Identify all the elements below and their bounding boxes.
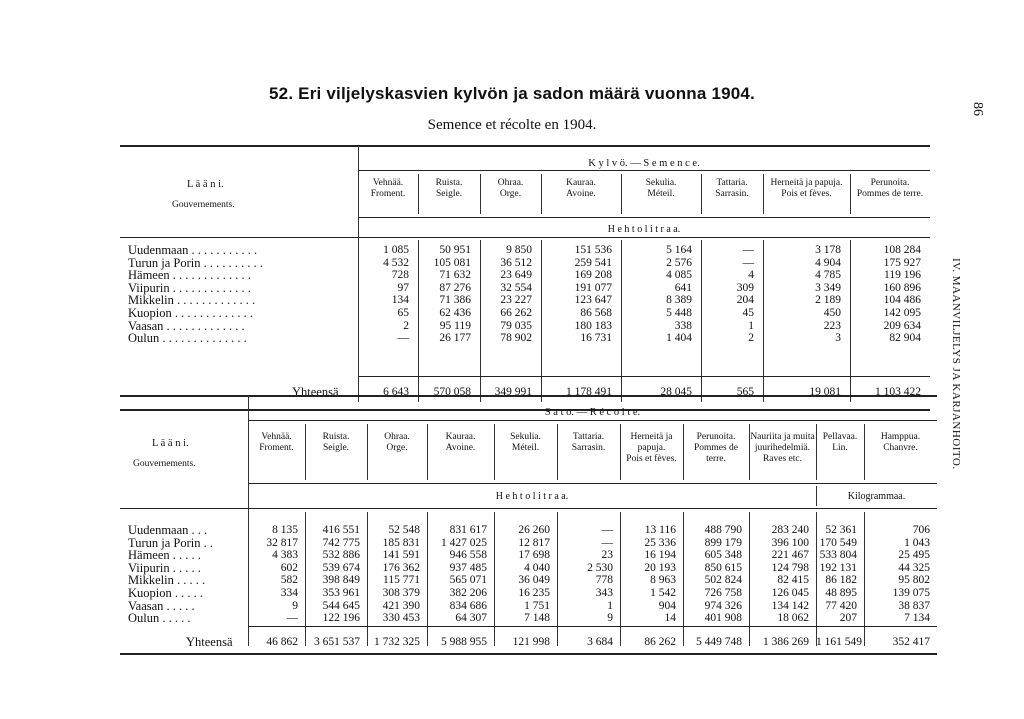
table-cell: 2 [748, 332, 754, 345]
table-cell: 175 927 [883, 256, 921, 269]
table-cell: 23 227 [500, 294, 532, 307]
unit-header: H e h t o l i t r a a. [607, 224, 681, 235]
table-cell: 398 849 [322, 574, 360, 587]
table-cell: 3 [835, 332, 841, 345]
table-cell: 52 361 [825, 524, 857, 536]
table-cell: — [601, 524, 613, 536]
total-cell: 349 991 [494, 386, 532, 398]
table-cell: 119 196 [884, 269, 921, 282]
column-header [763, 178, 850, 200]
table-cell: 23 [601, 549, 613, 562]
column-header-fi: Sekulia. [645, 178, 677, 188]
table-cell: 151 536 [574, 244, 612, 256]
total-cell: 6 643 [383, 386, 409, 398]
table-cell: 450 [823, 307, 841, 319]
row-label: Turun ja Porin . . . . . . . . . . [128, 255, 263, 270]
table-cell: 5 164 [666, 244, 692, 256]
table-cell: 602 [280, 561, 298, 574]
column-header-fi: Ohraa. [384, 432, 410, 442]
table-cell: 124 798 [771, 561, 809, 574]
table-cell: 104 486 [883, 294, 921, 307]
table-cell: 176 362 [382, 561, 420, 574]
page-title: 52. Eri viljelyskasvien kylvön ja sadon määrä vuonna 1904. [269, 84, 755, 103]
table-cell: 115 771 [383, 574, 420, 587]
table-cell: 330 453 [382, 612, 420, 625]
total-cell: 28 045 [660, 386, 692, 398]
total-label: Yhteensä [292, 385, 339, 399]
column-header-fi: Sekulia. [510, 432, 541, 442]
table-cell: 25 495 [898, 549, 930, 562]
table-cell: 16 235 [518, 587, 550, 599]
rule-line [120, 145, 930, 147]
table-cell: 45 [742, 307, 754, 319]
table-cell: 82 904 [889, 332, 921, 345]
column-header-fi: Herneitä ja papuja. [770, 178, 843, 188]
table-cell: 9 850 [506, 244, 532, 256]
table-cell: 16 194 [644, 549, 676, 562]
table-cell: 223 [823, 319, 841, 332]
total-cell: 5 988 955 [441, 636, 487, 648]
total-cell: 570 058 [433, 386, 471, 398]
column-header-fi: Perunoita. [696, 432, 736, 442]
table-cell: 396 100 [771, 536, 809, 549]
row-label: Oulun . . . . . [128, 611, 191, 626]
table-cell: 123 647 [574, 294, 612, 307]
table-cell: 71 386 [439, 294, 471, 307]
region-header: L ä ä n i. [152, 438, 189, 449]
column-header-fr: Avoine. [445, 443, 476, 453]
total-cell: 565 [736, 386, 754, 398]
table-cell: 726 758 [704, 587, 742, 599]
column-header-fr: Sarrasin. [571, 443, 606, 453]
table-cell: 9 [292, 599, 298, 612]
column-header [621, 178, 701, 200]
column-header-fi: Kauraa. [445, 432, 476, 442]
row-label: Viipurin . . . . . . . . . . . . . [128, 280, 251, 295]
column-header-fr: Seigle. [322, 443, 350, 453]
table-cell: 2 576 [666, 256, 692, 269]
column-header-fr: Orge. [499, 189, 522, 199]
table-cell: 2 189 [815, 294, 841, 307]
table-cell: — [286, 612, 298, 625]
table-cell: 38 837 [898, 599, 930, 612]
table-cell: 532 886 [322, 549, 360, 562]
table-cell: 8 135 [272, 524, 298, 536]
column-header [358, 178, 418, 200]
region-header-fr: Gouvernements. [133, 459, 196, 469]
table-cell: 26 177 [439, 332, 471, 345]
total-cell: 19 081 [809, 386, 841, 398]
table-cell: 605 348 [704, 549, 742, 562]
table-cell: 9 [607, 612, 613, 625]
table-cell: 1 [607, 599, 613, 612]
row-label: Oulun . . . . . . . . . . . . . . [128, 331, 247, 346]
row-label: Uudenmaan . . . [128, 523, 208, 537]
table-cell: 4 785 [815, 269, 841, 282]
total-cell: 121 998 [512, 636, 550, 648]
group-header: S a t o. — R é c o l t e. [544, 407, 641, 418]
side-note: IV. MAANVILJELYS JA KARJANHOITO. [950, 258, 962, 470]
table-cell: 20 193 [644, 561, 676, 574]
table-cell: 14 [664, 612, 676, 625]
row-label: Hämeen . . . . . [128, 548, 201, 563]
row-label: Mikkelin . . . . . . . . . . . . . [128, 293, 256, 308]
table-cell: 134 142 [771, 599, 809, 612]
row-label: Vaasan . . . . . . . . . . . . . [128, 318, 245, 333]
table-cell: 416 551 [322, 524, 360, 536]
column-header [816, 432, 864, 454]
column-header-fi: Hamppua. [880, 432, 921, 442]
table-cell: 95 802 [898, 574, 930, 587]
table-cell: 4 [748, 269, 754, 282]
table-cell: 192 131 [819, 561, 857, 574]
table-cell: 122 196 [322, 612, 360, 625]
table-cell: 17 698 [518, 549, 550, 562]
table-cell: 308 379 [382, 587, 420, 599]
table-cell: 946 558 [449, 549, 487, 562]
column-header-fr: Pois et fèves. [781, 189, 832, 199]
total-label: Yhteensä [186, 635, 233, 649]
table-cell: 25 336 [644, 536, 676, 549]
total-cell: 3 684 [587, 636, 613, 648]
table-cell: 18 062 [777, 612, 809, 625]
table-cell: 4 532 [383, 256, 409, 269]
column-header-fr: Sarrasin. [715, 189, 749, 199]
rule-line [358, 170, 930, 171]
table-cell: 16 731 [580, 332, 612, 345]
table-cell: 12 817 [518, 536, 550, 549]
column-header [850, 178, 930, 200]
table-cell: 204 [736, 294, 754, 307]
table-cell: 8 389 [666, 294, 692, 307]
table-cell: 1 043 [904, 536, 930, 549]
table-cell: 343 [595, 587, 613, 599]
column-header [418, 178, 480, 200]
column-header-fr: Pommes de terre. [693, 443, 739, 464]
column-header [620, 432, 683, 465]
table-cell: 539 674 [322, 561, 360, 574]
region-header: L ä ä n i. [187, 179, 224, 190]
table-cell: 86 568 [580, 307, 612, 319]
table-cell: — [397, 332, 409, 345]
table-cell: 191 077 [574, 281, 612, 294]
table-cell: 139 075 [892, 587, 930, 599]
row-label: Kuopion . . . . . [128, 586, 203, 600]
table-cell: 32 554 [500, 281, 532, 294]
row-label: Uudenmaan . . . . . . . . . . . [128, 243, 258, 257]
table-cell: 160 896 [883, 281, 921, 294]
table-cell: 79 035 [500, 319, 532, 332]
table-cell: 728 [391, 269, 409, 282]
table-cell: — [601, 536, 613, 549]
table-cell: 48 895 [825, 587, 857, 599]
column-header-fi: Ruista. [322, 432, 350, 442]
column-header [749, 432, 816, 465]
column-header [248, 432, 305, 454]
table-cell: 401 908 [704, 612, 742, 625]
table-cell: 1 751 [524, 599, 550, 612]
column-header [367, 432, 427, 454]
table-cell: 641 [674, 281, 692, 294]
row-label: Viipurin . . . . . [128, 560, 201, 575]
total-cell: 352 417 [892, 636, 930, 648]
table-cell: 382 206 [449, 587, 487, 599]
column-header-fi: Ohraa. [497, 178, 524, 188]
table-cell: 23 649 [500, 269, 532, 282]
total-cell: 3 651 537 [314, 636, 360, 648]
table-cell: 421 390 [382, 599, 420, 612]
table-cell: 2 [403, 319, 409, 332]
column-header-fr: Méteil. [647, 189, 675, 199]
total-cell: 5 449 748 [696, 636, 742, 648]
table-cell: 36 512 [500, 256, 532, 269]
table-cell: 283 240 [771, 524, 809, 536]
table-cell: 13 116 [644, 524, 676, 536]
table-cell: 105 081 [433, 256, 471, 269]
page-number: 86 [970, 102, 985, 116]
table-cell: 108 284 [883, 244, 921, 256]
table-cell: 706 [912, 524, 930, 536]
table-cell: 7 134 [904, 612, 930, 625]
group-header: K y l v ö. — S e m e n c e. [588, 158, 700, 169]
column-header [864, 432, 937, 454]
table-cell: 1 542 [650, 587, 676, 599]
table-cell: 62 436 [439, 307, 471, 319]
total-cell: 1 732 325 [374, 636, 420, 648]
table-cell: 52 548 [388, 524, 420, 536]
table-cell: 64 307 [455, 612, 487, 625]
page-subtitle: Semence et récolte en 1904. [427, 117, 597, 133]
column-header [480, 178, 541, 200]
column-header-fr: Avoine. [566, 189, 596, 199]
rule-line [120, 395, 937, 397]
table-cell: 334 [280, 587, 298, 599]
table-cell: 7 148 [524, 612, 550, 625]
column-header-fr: Froment. [370, 189, 406, 199]
column-header-fi: Tattaria. [572, 432, 605, 442]
total-cell: 86 262 [644, 636, 676, 648]
table-cell: 134 [391, 294, 409, 307]
table-cell: 544 645 [322, 599, 360, 612]
table-cell: 66 262 [500, 307, 532, 319]
column-header [557, 432, 620, 454]
column-header-fi: Ruista. [435, 178, 463, 188]
table-cell: 1 404 [666, 332, 692, 345]
table-cell: 899 179 [704, 536, 742, 549]
table-cell: 209 634 [883, 319, 921, 332]
rule-line [120, 508, 937, 509]
table-cell: 338 [674, 319, 692, 332]
table-cell: 65 [397, 307, 409, 319]
table-cell: 44 325 [898, 561, 930, 574]
table-cell: 582 [280, 574, 298, 587]
region-header-fr: Gouvernements. [172, 200, 235, 210]
table-cell: 50 951 [439, 244, 471, 256]
column-header-fi: Herneitä ja papuja. [630, 432, 673, 453]
table-cell: 778 [595, 574, 613, 587]
column-header-fr: Méteil. [511, 443, 540, 453]
rule-line [120, 653, 937, 655]
rule-line [248, 483, 937, 484]
table-cell: 565 071 [449, 574, 487, 587]
column-header-fi: Tattaria. [716, 178, 748, 188]
table-cell: 488 790 [704, 524, 742, 536]
column-header-fi: Perunoita. [870, 178, 910, 188]
column-header [683, 432, 749, 465]
column-header [541, 178, 621, 200]
column-header-fr: Pois et fèves. [626, 454, 677, 464]
column-header-fr: Pommes de terre. [856, 189, 924, 199]
table-cell: 8 963 [650, 574, 676, 587]
table-cell: 974 326 [704, 599, 742, 612]
table-cell: 831 617 [449, 524, 487, 536]
table-cell: 71 632 [439, 269, 471, 282]
table-cell: 4 040 [524, 561, 550, 574]
table-cell: 141 591 [382, 549, 420, 562]
table-cell: 95 119 [439, 319, 471, 332]
table-cell: 142 095 [883, 307, 921, 319]
table-cell: 1 [748, 319, 754, 332]
table-cell: 742 775 [322, 536, 360, 549]
row-label: Mikkelin . . . . . [128, 573, 206, 588]
rule-line [120, 237, 930, 238]
table-cell: 185 831 [382, 536, 420, 549]
column-header-fi: Nauriita ja muita juurihedelmiä. [750, 432, 815, 453]
rule-line [248, 626, 937, 627]
column-header-fi: Vehnää. [261, 432, 292, 442]
column-header-fi: Vehnää. [372, 178, 404, 188]
column-header [427, 432, 494, 454]
table-cell: 221 467 [771, 549, 809, 562]
table-cell: — [742, 244, 754, 256]
column-header-fr: Lin. [832, 443, 848, 453]
table-cell: 36 049 [518, 574, 550, 587]
rule-line [248, 420, 937, 421]
table-cell: 207 [839, 612, 857, 625]
column-header-fr: Seigle. [435, 189, 463, 199]
table-cell: 850 615 [704, 561, 742, 574]
table-cell: 834 686 [449, 599, 487, 612]
table-cell: 5 448 [666, 307, 692, 319]
table-cell: 86 182 [825, 574, 857, 587]
table-cell: 1 427 025 [441, 536, 487, 549]
table-cell: 169 208 [574, 269, 612, 282]
table-cell: 3 349 [815, 281, 841, 294]
table-cell: 937 485 [449, 561, 487, 574]
table-cell: 309 [736, 281, 754, 294]
table-cell: 126 045 [771, 587, 809, 599]
table-cell: 4 904 [815, 256, 841, 269]
column-header [494, 432, 557, 454]
unit-header-kg: Kilogrammaa. [847, 491, 906, 502]
row-label: Turun ja Porin . . [128, 535, 213, 550]
table-cell: — [742, 256, 754, 269]
table-cell: 77 420 [825, 599, 857, 612]
table-cell: 353 961 [322, 587, 360, 599]
column-header-fr: Froment. [259, 443, 294, 453]
table-cell: 533 804 [819, 549, 857, 562]
table-cell: 26 260 [518, 524, 550, 536]
total-cell: 1 103 422 [875, 386, 921, 398]
row-label: Vaasan . . . . . [128, 598, 195, 613]
total-cell: 1 386 269 [763, 636, 809, 648]
table-cell: 32 817 [266, 536, 298, 549]
table-cell: 82 415 [777, 574, 809, 587]
row-label: Kuopion . . . . . . . . . . . . . [128, 306, 253, 320]
table-cell: 170 549 [819, 536, 857, 549]
column-header [701, 178, 763, 200]
table-cell: 4 383 [272, 549, 298, 562]
table-cell: 502 824 [704, 574, 742, 587]
row-label: Hämeen . . . . . . . . . . . . . [128, 268, 251, 283]
rule-line [358, 376, 930, 377]
column-header-fr: Raves etc. [762, 454, 803, 464]
column-header [305, 432, 367, 454]
column-header-fi: Pellavaa. [822, 432, 858, 442]
table-cell: 97 [397, 281, 409, 294]
table-cell: 87 276 [439, 281, 471, 294]
column-header-fi: Kauraa. [566, 178, 596, 188]
table-cell: 4 085 [666, 269, 692, 282]
table-cell: 904 [658, 599, 676, 612]
total-cell: 1 161 549 [816, 636, 862, 648]
table-cell: 1 085 [383, 244, 409, 256]
column-header-fr: Orge. [386, 443, 408, 453]
column-header-fr: Chanvre. [883, 443, 918, 453]
table-cell: 3 178 [815, 244, 841, 256]
table-cell: 180 183 [574, 319, 612, 332]
total-cell: 46 862 [266, 636, 298, 648]
table-cell: 259 541 [574, 256, 612, 269]
unit-header: H e h t o l i t r a a. [495, 491, 569, 502]
rule-line [358, 217, 930, 218]
total-cell: 1 178 491 [566, 386, 612, 398]
table-cell: 2 530 [587, 561, 613, 574]
table-cell: 78 902 [500, 332, 532, 345]
